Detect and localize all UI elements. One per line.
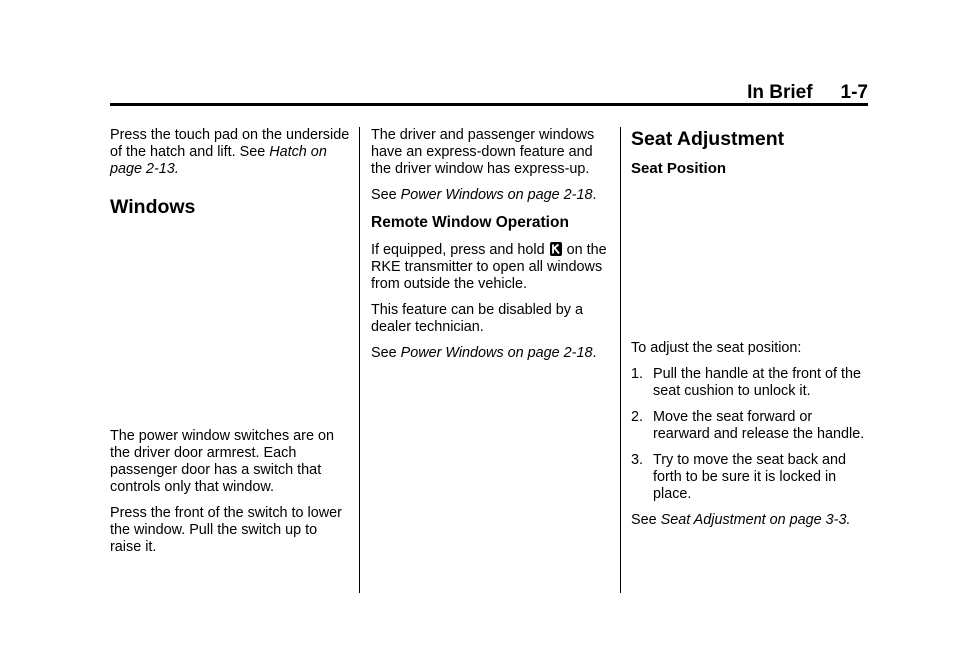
see-suffix: . (592, 345, 597, 361)
list-item (631, 452, 871, 503)
see-prefix: See (371, 345, 401, 361)
hatch-text: Press the touch pad on the underside of the hatch and lift. See (110, 127, 350, 160)
windows-paragraph-2: Press the front of the switch to lower the window. Pull the switch up to raise it. (110, 505, 342, 555)
power-windows-reference: Power Windows on page 2-18 (400, 345, 593, 361)
seat-intro: To adjust the seat position: (631, 340, 802, 356)
seat-adjustment-reference: Seat Adjustment on page 3-3. (660, 512, 851, 528)
header-rule (110, 103, 868, 106)
see-prefix: See (371, 187, 401, 203)
windows-heading: Windows (110, 196, 196, 218)
remote-paragraph (371, 242, 611, 293)
step-number: 1. (631, 366, 644, 382)
seat-adjustment-heading: Seat Adjustment (631, 128, 785, 150)
windows-figure-area (110, 219, 350, 428)
column-right (631, 127, 871, 538)
hatch-paragraph (110, 127, 350, 178)
disable-paragraph: This feature can be disabled by a dealer technician. (371, 302, 583, 335)
step-text: Pull the handle at the front of the seat cushion to unlock it. (653, 366, 862, 399)
see-seat-adjustment (631, 512, 871, 529)
seat-position-heading: Seat Position (631, 160, 727, 177)
windows-paragraph-1: The power window switches are on the driver door armrest. Each passenger door has a switch that controls only that window. (110, 428, 334, 495)
unlock-key-icon (550, 242, 562, 256)
step-text: Try to move the seat back and forth to be sure it is locked in place. (653, 452, 847, 502)
express-paragraph: The driver and passenger windows have an express-down feature and the driver window has express-up. (371, 127, 595, 177)
remote-text-start: If equipped, press and hold (371, 242, 549, 258)
page-number: 1-7 (840, 82, 868, 103)
remote-text-end: on the RKE transmitter to open all windows from outside the vehicle. (371, 242, 607, 292)
hatch-reference: Hatch on page 2-13. (110, 144, 327, 177)
section-title: In Brief (747, 82, 813, 103)
see-suffix: . (592, 187, 597, 203)
column-divider (359, 127, 360, 593)
power-windows-reference: Power Windows on page 2-18 (400, 187, 593, 203)
remote-window-heading: Remote Window Operation (371, 214, 569, 231)
list-item (631, 409, 871, 443)
see-power-windows-1 (371, 187, 611, 204)
see-prefix: See (631, 512, 661, 528)
step-text: Move the seat forward or rearward and release the handle. (653, 409, 865, 442)
see-power-windows-2 (371, 345, 611, 362)
step-number: 2. (631, 409, 644, 425)
list-item (631, 366, 871, 400)
seat-figure-area (631, 179, 871, 340)
column-middle (371, 127, 611, 371)
column-left (110, 127, 350, 565)
step-number: 3. (631, 452, 644, 468)
seat-steps-list (631, 366, 871, 503)
column-divider (620, 127, 621, 593)
